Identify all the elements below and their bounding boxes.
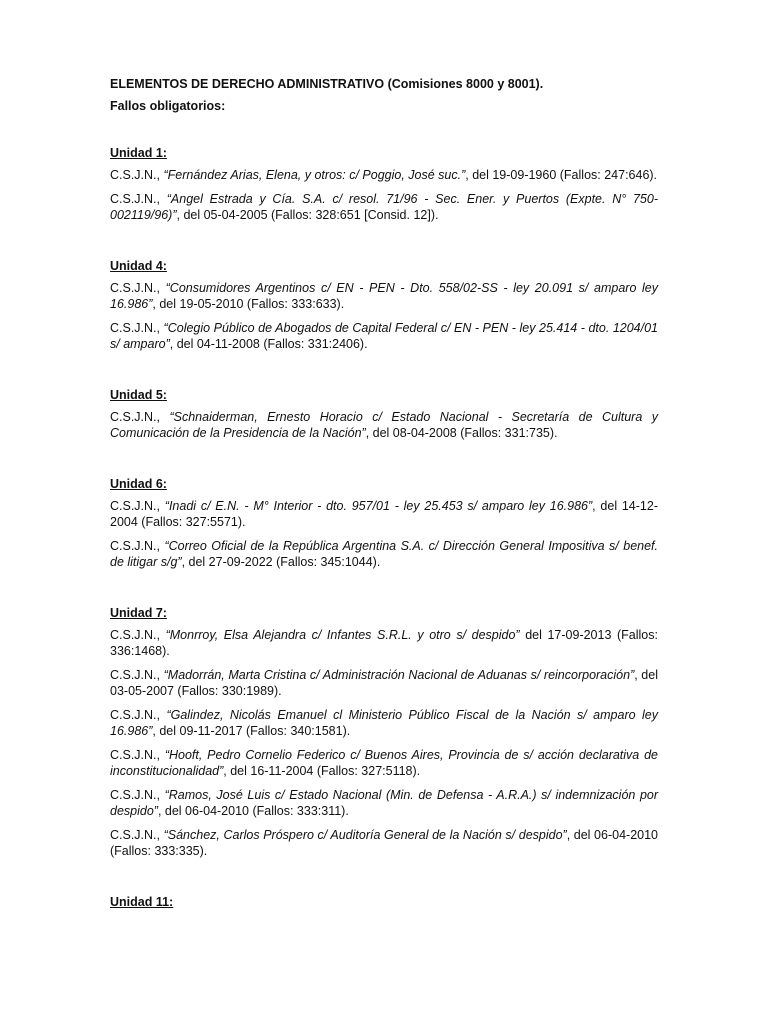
case-name: “Consumidores Argentinos c/ EN - PEN - Dto. 558/02-SS - ley 20.091 s/ amparo ley 16.986” [110, 281, 658, 311]
court-abbreviation: C.S.J.N., [110, 192, 167, 206]
unit-heading: Unidad 7: [110, 606, 167, 620]
court-abbreviation: C.S.J.N., [110, 281, 166, 295]
document-subtitle: Fallos obligatorios: [110, 99, 226, 113]
document-title: ELEMENTOS DE DERECHO ADMINISTRATIVO (Comisiones 8000 y 8001). [110, 77, 544, 91]
case-name: “Schnaiderman, Ernesto Horacio c/ Estado Nacional - Secretaría de Cultura y Comunicación de la Presidencia de la Nación” [110, 410, 658, 440]
ruling-citation [110, 498, 658, 530]
ruling-details: , del 09-11-2017 (Fallos: 340:1581). [152, 724, 351, 738]
unit-heading: Unidad 11: [110, 895, 174, 909]
court-abbreviation: C.S.J.N., [110, 321, 164, 335]
ruling-details: , del 19-05-2010 (Fallos: 333:633). [152, 297, 345, 311]
case-name: “Monrroy, Elsa Alejandra c/ Infantes S.R.L. y otro s/ despido” [165, 628, 520, 642]
ruling-details: , del 14-12-2004 (Fallos: 327:5571). [110, 499, 658, 529]
ruling-details: , del 03-05-2007 (Fallos: 330:1989). [110, 668, 658, 698]
unit-section [110, 387, 658, 441]
case-name: “Colegio Público de Abogados de Capital Federal c/ EN - PEN - ley 25.414 - dto. 1204/01 s/ amparo” [110, 321, 659, 351]
case-name: “Angel Estrada y Cía. S.A. c/ resol. 71/96 - Sec. Ener. y Puertos (Expte. N° 750-002119/96)” [110, 192, 658, 222]
ruling-details: del 17-09-2013 (Fallos: 336:1468). [110, 628, 658, 658]
court-abbreviation: C.S.J.N., [110, 788, 165, 802]
court-abbreviation: C.S.J.N., [110, 168, 164, 182]
unit-heading: Unidad 4: [110, 259, 167, 273]
ruling-citation [110, 320, 658, 352]
ruling-citation [110, 747, 658, 779]
court-abbreviation: C.S.J.N., [110, 708, 167, 722]
ruling-citation [110, 167, 658, 183]
unit-heading: Unidad 5: [110, 388, 167, 402]
ruling-details: , del 19-09-1960 (Fallos: 247:646). [465, 168, 658, 182]
case-name: “Hooft, Pedro Cornelio Federico c/ Buenos Aires, Provincia de s/ acción declarativa de inconstitucionalidad” [110, 748, 658, 778]
ruling-details: , del 16-11-2004 (Fallos: 327:5118). [223, 764, 421, 778]
court-abbreviation: C.S.J.N., [110, 628, 166, 642]
case-name: “Correo Oficial de la República Argentina S.A. c/ Dirección General Impositiva s/ benef. de litigar s/g” [110, 539, 658, 569]
unit-section [110, 894, 658, 910]
unit-section [110, 145, 658, 223]
ruling-citation [110, 787, 658, 819]
unit-section [110, 476, 658, 570]
ruling-details: , del 05-04-2005 (Fallos: 328:651 [Consid. 12]). [176, 208, 439, 222]
case-name: “Madorrán, Marta Cristina c/ Administración Nacional de Aduanas s/ reincorporación” [163, 668, 635, 682]
case-name: “Inadi c/ E.N. - M° Interior - dto. 957/01 - ley 25.453 s/ amparo ley 16.986” [164, 499, 593, 513]
unit-section [110, 605, 658, 859]
ruling-citation [110, 707, 658, 739]
court-abbreviation: C.S.J.N., [110, 499, 165, 513]
ruling-citation [110, 827, 658, 859]
court-abbreviation: C.S.J.N., [110, 748, 165, 762]
ruling-details: , del 06-04-2010 (Fallos: 333:311). [157, 804, 349, 818]
court-abbreviation: C.S.J.N., [110, 828, 164, 842]
ruling-details: , del 08-04-2008 (Fallos: 331:735). [365, 426, 558, 440]
court-abbreviation: C.S.J.N., [110, 539, 165, 553]
units-list [110, 145, 658, 910]
case-name: “Galindez, Nicolás Emanuel cl Ministerio Público Fiscal de la Nación s/ amparo ley 16.986” [110, 708, 658, 738]
unit-heading: Unidad 1: [110, 146, 167, 160]
court-abbreviation: C.S.J.N., [110, 410, 170, 424]
unit-section [110, 258, 658, 352]
case-name: “Ramos, José Luis c/ Estado Nacional (Min. de Defensa - A.R.A.) s/ indemnización por despido” [110, 788, 659, 818]
ruling-details: , del 04-11-2008 (Fallos: 331:2406). [169, 337, 368, 351]
document-page [110, 76, 658, 916]
ruling-citation [110, 667, 658, 699]
ruling-citation [110, 280, 658, 312]
ruling-details: , del 06-04-2010 (Fallos: 333:335). [110, 828, 658, 858]
ruling-citation [110, 627, 658, 659]
ruling-citation [110, 409, 658, 441]
ruling-citation [110, 191, 658, 223]
case-name: “Fernández Arias, Elena, y otros: c/ Poggio, José suc.” [163, 168, 466, 182]
case-name: “Sánchez, Carlos Próspero c/ Auditoría General de la Nación s/ despido” [163, 828, 567, 842]
ruling-citation [110, 538, 658, 570]
unit-heading: Unidad 6: [110, 477, 167, 491]
court-abbreviation: C.S.J.N., [110, 668, 164, 682]
ruling-details: , del 27-09-2022 (Fallos: 345:1044). [181, 555, 381, 569]
